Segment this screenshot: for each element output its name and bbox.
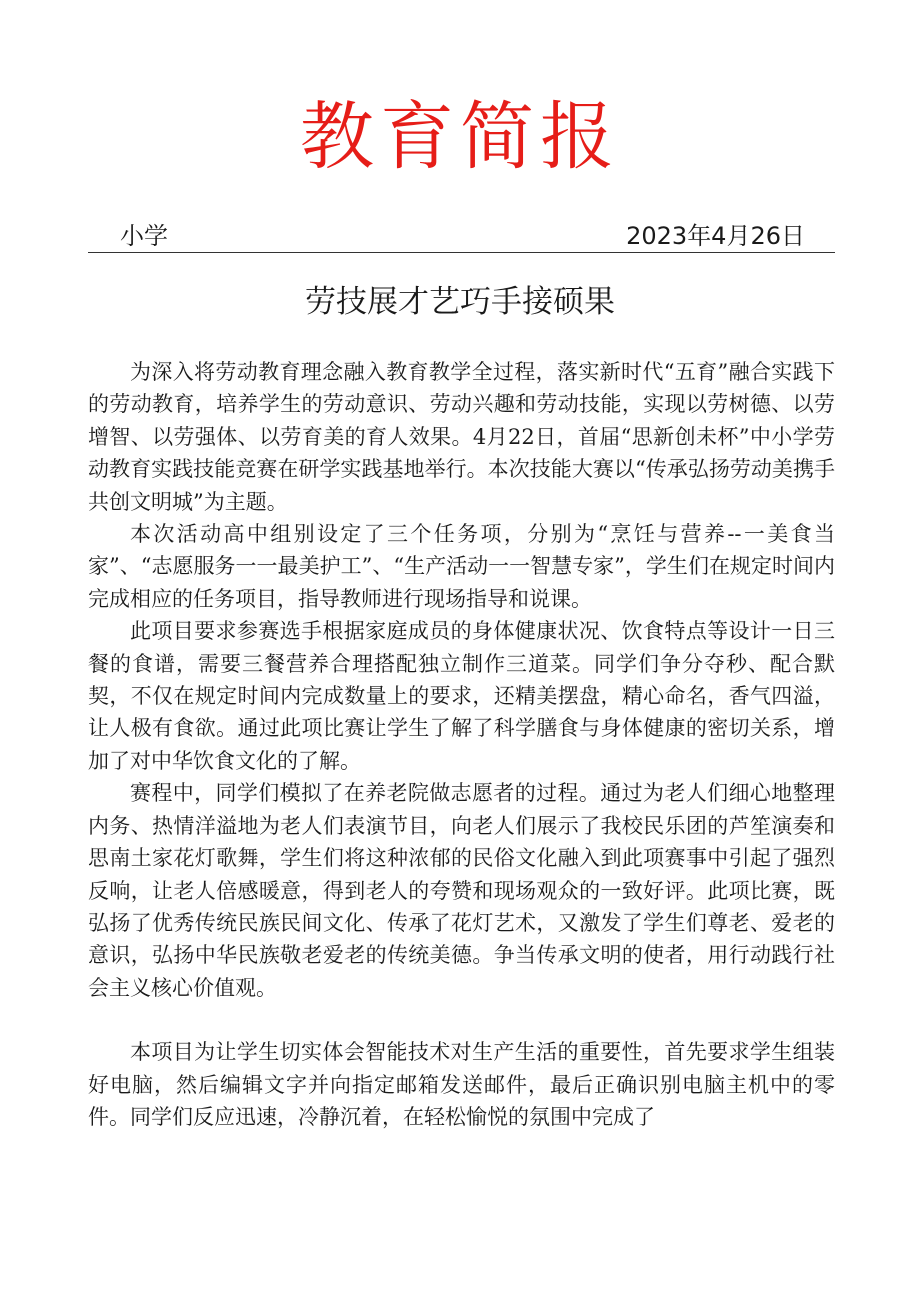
issue-date: 2023年4月26日 <box>626 222 805 250</box>
article-body <box>88 356 835 1133</box>
meta-row <box>88 220 835 253</box>
paragraph-volunteer: 赛程中，同学们模拟了在养老院做志愿者的过程。通过为老人们细心地整理内务、热情洋溢地为老人们表演节目，向老人们展示了我校民乐团的芦笙演奏和思南土家花灯歌舞，学生们将这种浓郁的民俗文化融入到此项赛事中引起了强烈反响，让老人倍感暖意，得到老人的夸赞和现场观众的一致好评。此项比赛，既弘扬了优秀传统民族民间文化、传承了花灯艺术，又激发了学生们尊老、爱老的意识，弘扬中华民族敬老爱老的传统美德。争当传承文明的使者，用行动践行社会主义核心价值观。 <box>88 781 835 1000</box>
school-name: 小学 <box>120 222 168 250</box>
paragraph-tasks: 本次活动高中组别设定了三个任务项，分别为“烹饪与营养--一美食当家”、“志愿服务一一最美护工”、“生产活动一一智慧专家”，学生们在规定时间内完成相应的任务项目，指导教师进行现场指导和说课。 <box>88 522 835 611</box>
paragraph-intro: 为深入将劳动教育理念融入教育教学全过程，落实新时代“五育”融合实践下的劳动教育，培养学生的劳动意识、劳动兴趣和劳动技能，实现以劳树德、以劳增智、以劳强体、以劳育美的育人效果。4月22日，首届“思新创未杯”中小学劳动教育实践技能竞赛在研学实践基地举行。本次技能大赛以“传承弘扬劳动美携手共创文明城”为主题。 <box>88 360 835 514</box>
paragraph-cooking: 此项目要求参赛选手根据家庭成员的身体健康状况、饮食特点等设计一日三餐的食谱，需要三餐营养合理搭配独立制作三道菜。同学们争分夺秒、配合默契，不仅在规定时间内完成数量上的要求，还精美摆盘，精心命名，香气四溢，让人极有食欲。通过此项比赛让学生了解了科学膳食与身体健康的密切关系，增加了对中华饮食文化的了解。 <box>88 619 835 773</box>
paragraph-technology: 本项目为让学生切实体会智能技术对生产生活的重要性，首先要求学生组装好电脑，然后编辑文字并向指定邮箱发送邮件，最后正确识别电脑主机中的零件。同学们反应迅速，冷静沉着，在轻松愉悦的氛围中完成了 <box>88 1040 835 1129</box>
masthead-title: 教育简报 <box>300 94 620 180</box>
article-title: 劳技展才艺巧手接硕果 <box>305 284 615 320</box>
